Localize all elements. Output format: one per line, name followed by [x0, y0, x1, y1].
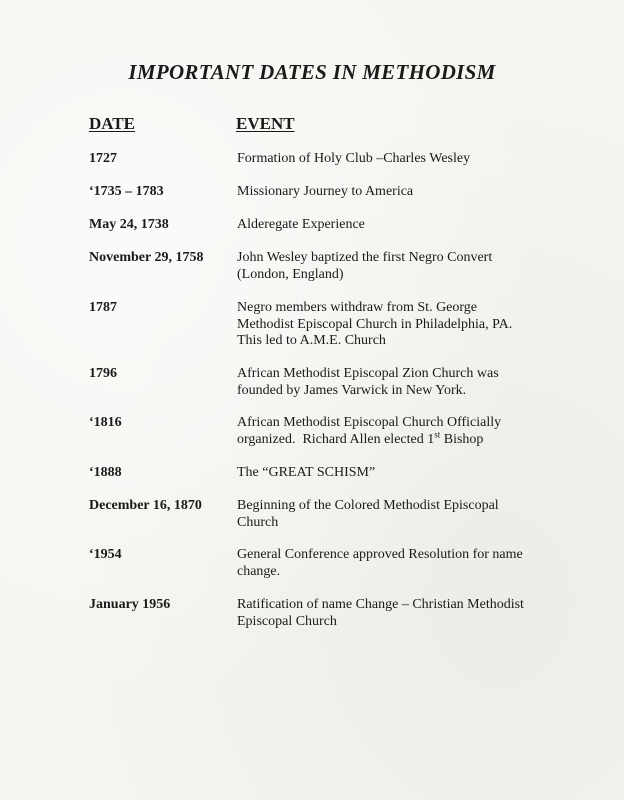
- event-line: African Methodist Episcopal Church Officially: [237, 415, 502, 430]
- event-line: Negro members withdraw from St. George: [237, 300, 478, 315]
- row-date: May 24, 1738: [89, 217, 169, 232]
- event-line: The “GREAT SCHISM”: [237, 465, 376, 480]
- row-date: 1727: [89, 151, 117, 166]
- ordinal-superscript: st: [434, 428, 441, 439]
- event-line: Beginning of the Colored Methodist Episcopal: [237, 498, 499, 513]
- row-date: 1796: [89, 366, 117, 381]
- event-line: Ratification of name Change – Christian Methodist: [237, 597, 524, 612]
- row-event: [237, 250, 567, 283]
- event-column-header: EVENT: [236, 114, 295, 133]
- row-event: [237, 415, 567, 448]
- event-line: John Wesley baptized the first Negro Convert: [237, 250, 493, 265]
- event-line: Missionary Journey to America: [237, 184, 414, 199]
- event-line: Episcopal Church: [237, 613, 337, 629]
- row-event: [237, 366, 567, 399]
- event-line: Methodist Episcopal Church in Philadelphia, PA.: [237, 316, 513, 332]
- page-title: IMPORTANT DATES IN METHODISM: [128, 60, 496, 84]
- row-event: [237, 597, 567, 630]
- row-date: ‘1888: [89, 465, 122, 480]
- event-line: Church: [237, 514, 279, 530]
- event-line: General Conference approved Resolution for name: [237, 547, 523, 562]
- event-line: change.: [237, 563, 281, 579]
- row-date: January 1956: [89, 597, 171, 612]
- row-event: [237, 300, 567, 350]
- row-date: 1787: [89, 300, 117, 315]
- row-event: [237, 217, 567, 234]
- event-line: Alderegate Experience: [237, 217, 365, 232]
- row-event: [237, 184, 567, 201]
- row-date: ‘1816: [89, 415, 122, 430]
- row-date: ‘1954: [89, 547, 122, 562]
- row-event: [237, 498, 567, 531]
- event-line: Formation of Holy Club –Charles Wesley: [237, 151, 471, 166]
- row-event: [237, 547, 567, 580]
- event-line: founded by James Varwick in New York.: [237, 382, 467, 398]
- row-date: November 29, 1758: [89, 250, 204, 265]
- row-date: December 16, 1870: [89, 498, 202, 513]
- event-line: (London, England): [237, 266, 344, 282]
- bishop-line-text: organized. Richard Allen elected 1st Bishop: [237, 428, 484, 447]
- row-date: ‘1735 – 1783: [89, 184, 164, 199]
- event-line: [237, 428, 567, 449]
- event-line: African Methodist Episcopal Zion Church was: [237, 366, 499, 381]
- row-event: [237, 465, 567, 482]
- event-line: This led to A.M.E. Church: [237, 333, 386, 348]
- date-column-header: DATE: [89, 114, 135, 133]
- row-event: [237, 151, 567, 168]
